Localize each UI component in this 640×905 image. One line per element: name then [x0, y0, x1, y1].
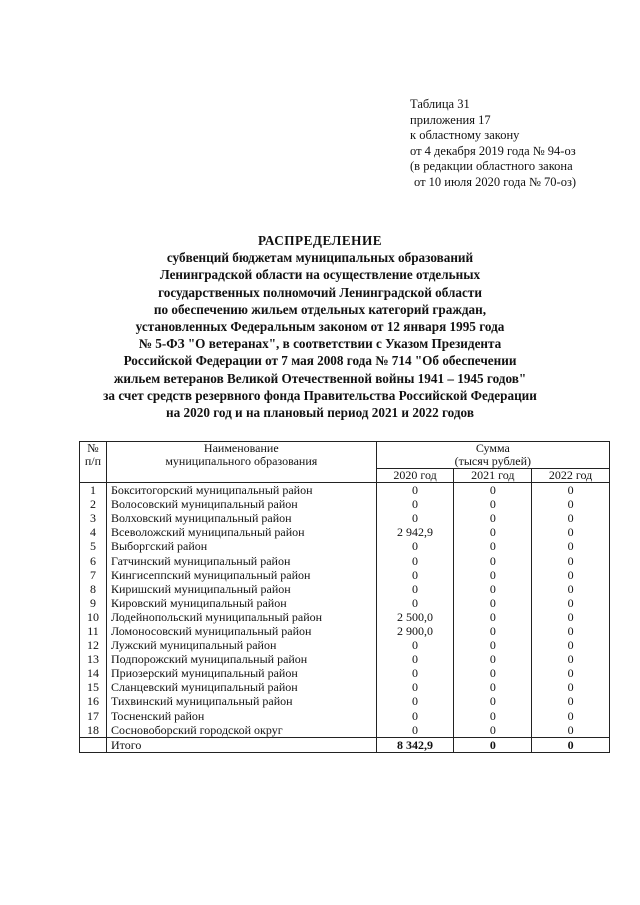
- municipality-name: Тосненский район: [106, 709, 376, 723]
- year-header: 2022 год: [532, 469, 610, 483]
- value-2022: 0: [532, 568, 610, 582]
- municipality-name: Приозерский муниципальный район: [106, 666, 376, 680]
- value-2020: 0: [376, 539, 454, 553]
- document-title: [0, 232, 640, 421]
- municipality-name: Всеволожский муниципальный район: [106, 525, 376, 539]
- total-num-cell: [80, 737, 107, 752]
- table-row: [80, 525, 610, 539]
- title-line: на 2020 год и на плановый период 2021 и 2022 годов: [166, 405, 474, 421]
- municipality-name: Волховский муниципальный район: [106, 511, 376, 525]
- total-row: [80, 737, 610, 752]
- value-2022: 0: [532, 596, 610, 610]
- value-2022: 0: [532, 666, 610, 680]
- value-2020: 0: [376, 694, 454, 708]
- row-number: 10: [80, 610, 107, 624]
- value-2020: 0: [376, 497, 454, 511]
- municipality-name: Кировский муниципальный район: [106, 596, 376, 610]
- value-2022: 0: [532, 680, 610, 694]
- value-2020: 2 942,9: [376, 525, 454, 539]
- sum-header-line: Сумма: [475, 441, 510, 455]
- value-2022: 0: [532, 610, 610, 624]
- value-2020: 0: [376, 483, 454, 498]
- note-line: от 4 декабря 2019 года № 94-оз: [410, 143, 576, 158]
- row-number: 8: [80, 582, 107, 596]
- row-number: 6: [80, 553, 107, 567]
- row-number: 2: [80, 497, 107, 511]
- table-header-row: [80, 442, 610, 456]
- table-row: [80, 694, 610, 708]
- value-2021: 0: [454, 497, 532, 511]
- num-header: [80, 442, 107, 483]
- table-row: [80, 596, 610, 610]
- value-2022: 0: [532, 723, 610, 738]
- value-2020: 0: [376, 582, 454, 596]
- municipality-name: Сосновоборский городской округ: [106, 723, 376, 738]
- municipality-name: Волосовский муниципальный район: [106, 497, 376, 511]
- row-number: 1: [80, 483, 107, 498]
- municipality-name: Киришский муниципальный район: [106, 582, 376, 596]
- row-number: 9: [80, 596, 107, 610]
- name-header: [106, 442, 376, 483]
- table-row: [80, 511, 610, 525]
- value-2021: 0: [454, 525, 532, 539]
- note-line: к областному закону: [410, 128, 520, 143]
- value-2020: 0: [376, 723, 454, 738]
- value-2022: 0: [532, 511, 610, 525]
- municipality-name: Ломоносовский муниципальный район: [106, 624, 376, 638]
- municipality-name: Бокситогорский муниципальный район: [106, 483, 376, 498]
- name-header-line: Наименование: [203, 441, 279, 455]
- table-row: [80, 539, 610, 553]
- table-row: [80, 610, 610, 624]
- title-line: за счет средств резервного фонда Правительства Российской Федерации: [103, 387, 537, 403]
- value-2021: 0: [454, 596, 532, 610]
- value-2021: 0: [454, 610, 532, 624]
- title-line: жильем ветеранов Великой Отечественной войны 1941 – 1945 годов": [113, 370, 527, 386]
- table-row: [80, 666, 610, 680]
- table-row: [80, 652, 610, 666]
- value-2020: 0: [376, 553, 454, 567]
- value-2021: 0: [454, 709, 532, 723]
- value-2021: 0: [454, 638, 532, 652]
- table-row: [80, 568, 610, 582]
- value-2022: 0: [532, 624, 610, 638]
- value-2022: 0: [532, 497, 610, 511]
- note-line: приложения 17: [410, 112, 491, 127]
- year-header: 2021 год: [454, 469, 532, 483]
- table-row: [80, 483, 610, 498]
- sum-units-header: [376, 455, 609, 469]
- municipality-name: Подпорожский муниципальный район: [106, 652, 376, 666]
- value-2021: 0: [454, 553, 532, 567]
- title-line: Ленинградской области на осуществление отдельных: [159, 267, 481, 283]
- value-2021: 0: [454, 568, 532, 582]
- row-number: 14: [80, 666, 107, 680]
- value-2022: 0: [532, 553, 610, 567]
- row-number: 7: [80, 568, 107, 582]
- value-2022: 0: [532, 709, 610, 723]
- year-header: 2020 год: [376, 469, 454, 483]
- municipality-name: Гатчинский муниципальный район: [106, 553, 376, 567]
- value-2020: 0: [376, 596, 454, 610]
- title-line: государственных полномочий Ленинградской области: [158, 284, 482, 300]
- name-header-line: муниципального образования: [165, 454, 318, 468]
- value-2022: 0: [532, 525, 610, 539]
- value-2022: 0: [532, 539, 610, 553]
- note-line: Таблица 31: [410, 97, 470, 111]
- row-number: 5: [80, 539, 107, 553]
- row-number: 11: [80, 624, 107, 638]
- value-2021: 0: [454, 539, 532, 553]
- note-line: от 10 июля 2020 года № 70-оз): [414, 174, 577, 189]
- total-2022: 0: [532, 737, 610, 752]
- note-line: (в редакции областного закона: [410, 159, 573, 174]
- row-number: 12: [80, 638, 107, 652]
- table-row: [80, 624, 610, 638]
- row-number: 18: [80, 723, 107, 738]
- total-2020: 8 342,9: [376, 737, 454, 752]
- value-2020: 0: [376, 511, 454, 525]
- municipality-name: Кингисеппский муниципальный район: [106, 568, 376, 582]
- subvention-table: [79, 441, 610, 753]
- title-heading: РАСПРЕДЕЛЕНИЕ: [258, 233, 382, 248]
- table-row: [80, 680, 610, 694]
- value-2020: 0: [376, 638, 454, 652]
- value-2021: 0: [454, 582, 532, 596]
- title-line: Российской Федерации от 7 мая 2008 года № 714 "Об обеспечении: [123, 353, 517, 369]
- value-2022: 0: [532, 652, 610, 666]
- municipality-name: Лодейнопольский муниципальный район: [106, 610, 376, 624]
- value-2021: 0: [454, 652, 532, 666]
- row-number: 4: [80, 525, 107, 539]
- value-2022: 0: [532, 483, 610, 498]
- municipality-name: Сланцевский муниципальный район: [106, 680, 376, 694]
- value-2022: 0: [532, 638, 610, 652]
- value-2021: 0: [454, 483, 532, 498]
- value-2021: 0: [454, 694, 532, 708]
- total-2021: 0: [454, 737, 532, 752]
- title-line: установленных Федеральным законом от 12 января 1995 года: [135, 319, 505, 335]
- total-label: Итого: [106, 737, 376, 752]
- row-number: 13: [80, 652, 107, 666]
- value-2021: 0: [454, 511, 532, 525]
- num-header-line: №: [87, 441, 99, 455]
- value-2020: 2 900,0: [376, 624, 454, 638]
- table-row: [80, 497, 610, 511]
- value-2020: 0: [376, 652, 454, 666]
- table-row: [80, 638, 610, 652]
- title-line: по обеспечению жильем отдельных категорий граждан,: [153, 301, 487, 317]
- table-row: [80, 553, 610, 567]
- table-row: [80, 582, 610, 596]
- value-2020: 0: [376, 709, 454, 723]
- row-number: 15: [80, 680, 107, 694]
- value-2021: 0: [454, 624, 532, 638]
- value-2022: 0: [532, 694, 610, 708]
- table-row: [80, 723, 610, 738]
- sum-units-line: (тысяч рублей): [454, 454, 532, 468]
- value-2021: 0: [454, 680, 532, 694]
- municipality-name: Лужский муниципальный район: [106, 638, 376, 652]
- value-2020: 0: [376, 666, 454, 680]
- num-header-line: п/п: [84, 454, 102, 468]
- value-2021: 0: [454, 666, 532, 680]
- sum-header: [376, 442, 609, 456]
- appendix-note: [410, 97, 576, 191]
- municipality-name: Тихвинский муниципальный район: [106, 694, 376, 708]
- municipality-name: Выборгский район: [106, 539, 376, 553]
- value-2020: 0: [376, 568, 454, 582]
- row-number: 17: [80, 709, 107, 723]
- title-line: № 5-ФЗ "О ветеранах", в соответствии с Указом Президента: [138, 336, 502, 352]
- row-number: 16: [80, 694, 107, 708]
- value-2020: 0: [376, 680, 454, 694]
- table-row: [80, 709, 610, 723]
- value-2022: 0: [532, 582, 610, 596]
- value-2020: 2 500,0: [376, 610, 454, 624]
- title-line: субвенций бюджетам муниципальных образований: [166, 250, 474, 266]
- value-2021: 0: [454, 723, 532, 738]
- row-number: 3: [80, 511, 107, 525]
